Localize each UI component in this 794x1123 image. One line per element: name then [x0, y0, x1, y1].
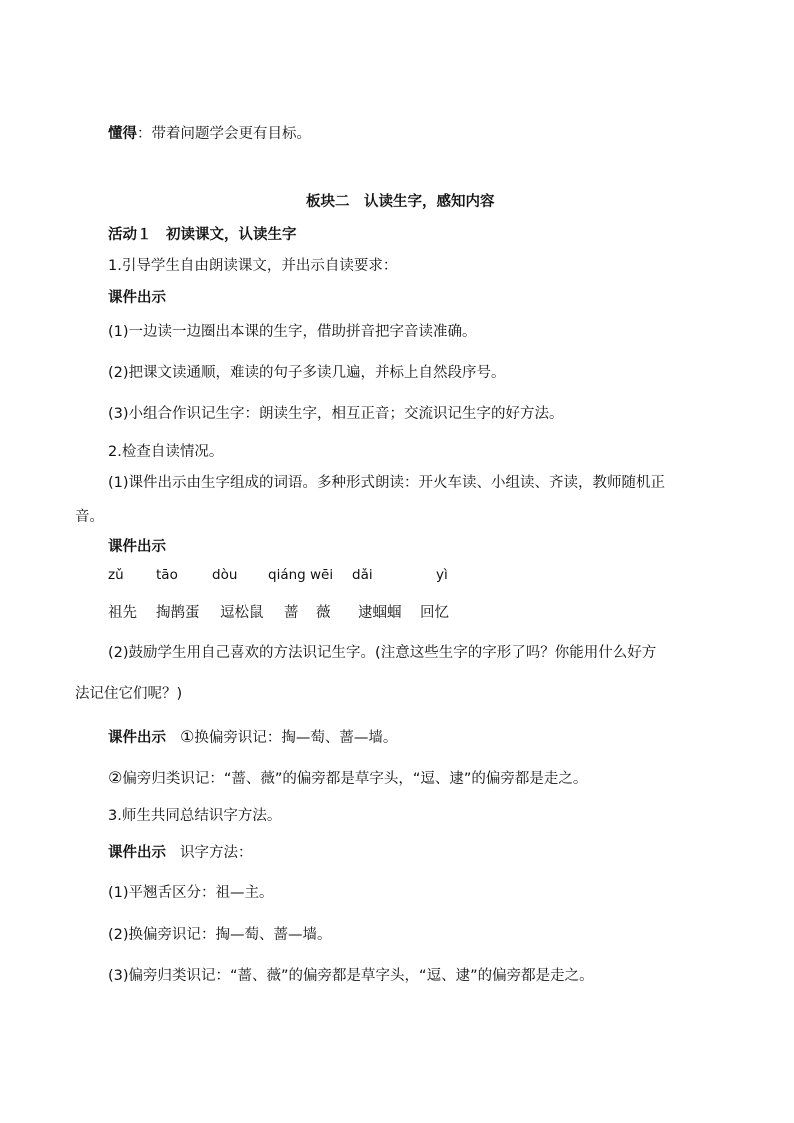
pinyin-item: yì [436, 567, 448, 583]
word-item: 蔷 [284, 605, 299, 621]
kejian-label-3: 课件出示 [108, 730, 166, 746]
pinyin-item: zǔ [108, 567, 124, 583]
kejian-label-4: 课件出示 [108, 845, 166, 861]
intro-line [108, 124, 311, 144]
word-item: 薇 [316, 605, 331, 621]
summary-header-line [108, 843, 253, 863]
word-item: 回忆 [420, 605, 449, 621]
intro-label: 懂得 [108, 126, 137, 142]
summary-1: (1)平翘舌区分：祖—主。 [108, 885, 274, 901]
step-3: 3.师生共同总结识字方法。 [108, 808, 282, 824]
step-2: 2.检查自读情况。 [108, 444, 224, 460]
requirement-2: (2)把课文读通顺，难读的句子多读几遍，并标上自然段序号。 [108, 365, 506, 381]
kejian-label-1: 课件出示 [108, 290, 166, 306]
word-item: 逗松鼠 [220, 605, 264, 621]
requirement-1: (1)一边读一边圈出本课的生字，借助拼音把字音读准确。 [108, 324, 477, 340]
pinyin-item: dòu [212, 567, 238, 583]
word-row [108, 601, 668, 623]
check-1-line-1: (1)课件出示由生字组成的词语。多种形式朗读：开火车读、小组读、齐读，教师随机正 [108, 475, 666, 491]
requirement-3: (3)小组合作识记生字：朗读生字，相互正音；交流识记生字的好方法。 [108, 406, 564, 422]
activity-title: 活动１ 初读课文，认读生字 [108, 227, 297, 243]
method-a-line [108, 727, 397, 748]
check-2-line-2: 法记住它们呢？) [75, 686, 183, 702]
summary-2: (2)换偏旁识记：掏—萄、蔷—墙。 [108, 927, 332, 943]
circled-one-mark: ① [180, 727, 195, 746]
circled-two-mark: ② [108, 768, 123, 787]
check-2-line-1: (2)鼓励学生用自己喜欢的方法识记生字。(注意这些生字的字形了吗？你能用什么好方 [108, 645, 657, 661]
step-1: 1.引导学生自由朗读课文，并出示自读要求： [108, 258, 398, 274]
kejian-label-2: 课件出示 [108, 539, 166, 555]
word-item: 祖先 [108, 605, 137, 621]
summary-3: (3)偏旁归类识记：“蔷、薇”的偏旁都是草字头，“逗、逮”的偏旁都是走之。 [108, 968, 594, 984]
method-b-text: 偏旁归类识记：“蔷、薇”的偏旁都是草字头，“逗、逮”的偏旁都是走之。 [122, 771, 588, 787]
pinyin-item: dǎi [352, 567, 373, 583]
intro-text: ：带着问题学会更有目标。 [137, 126, 311, 142]
method-a-text: 换偏旁识记：掏—萄、蔷—墙。 [194, 730, 398, 746]
method-b-line [108, 768, 587, 789]
pinyin-item: tāo [156, 567, 178, 583]
word-item: 掏鹊蛋 [156, 605, 200, 621]
summary-title: 识字方法： [180, 845, 253, 861]
section-title: 板块二 认读生字，感知内容 [306, 194, 495, 210]
pinyin-item: qiáng wēi [268, 567, 334, 583]
check-1-line-2: 音。 [75, 509, 104, 525]
pinyin-row [108, 567, 668, 587]
word-item: 逮蝈蝈 [358, 605, 402, 621]
